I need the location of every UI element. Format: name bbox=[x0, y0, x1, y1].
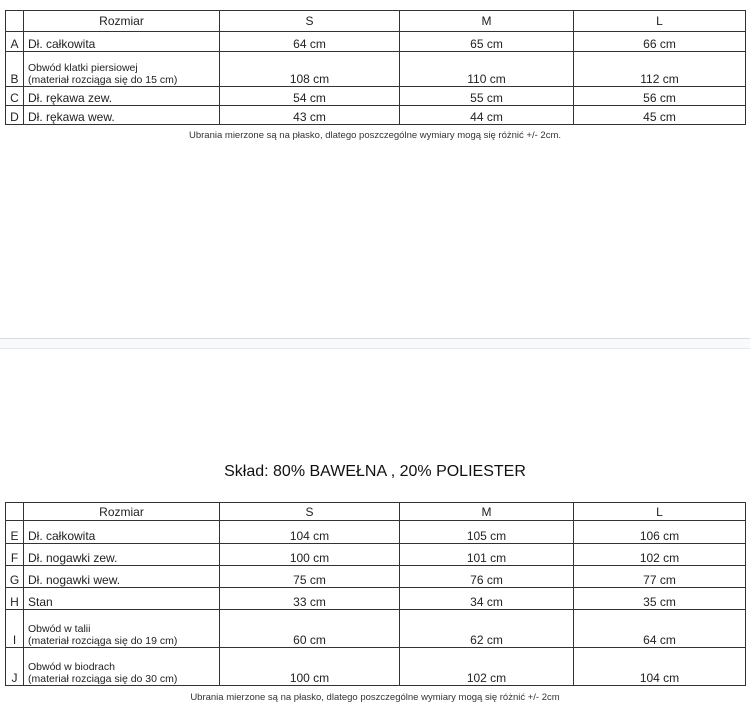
row-label: Dł. rękawa wew. bbox=[24, 106, 220, 125]
value-m: 110 cm bbox=[400, 52, 574, 87]
value-s: 108 cm bbox=[220, 52, 400, 87]
value-s: 100 cm bbox=[220, 544, 400, 566]
row-code: I bbox=[6, 610, 24, 648]
row-code: H bbox=[6, 588, 24, 610]
header-size-label: Rozmiar bbox=[24, 11, 220, 32]
value-l: 104 cm bbox=[574, 648, 746, 686]
top-size-table bbox=[5, 10, 746, 125]
value-m: 55 cm bbox=[400, 87, 574, 106]
row-label: Dł. całkowita bbox=[24, 32, 220, 52]
value-s: 54 cm bbox=[220, 87, 400, 106]
value-l: 64 cm bbox=[574, 610, 746, 648]
row-label bbox=[24, 610, 220, 648]
header-size-m: M bbox=[400, 11, 574, 32]
table-row bbox=[6, 521, 746, 544]
row-label: Dł. rękawa zew. bbox=[24, 87, 220, 106]
row-code: J bbox=[6, 648, 24, 686]
value-s: 100 cm bbox=[220, 648, 400, 686]
table-row bbox=[6, 106, 746, 125]
header-size-s: S bbox=[220, 11, 400, 32]
row-code: G bbox=[6, 566, 24, 588]
header-size-s: S bbox=[220, 503, 400, 521]
header-size-label: Rozmiar bbox=[24, 503, 220, 521]
row-label: Stan bbox=[24, 588, 220, 610]
composition-heading: Skład: 80% BAWEŁNA , 20% POLIESTER bbox=[224, 463, 526, 480]
value-s: 33 cm bbox=[220, 588, 400, 610]
value-m: 34 cm bbox=[400, 588, 574, 610]
value-m: 65 cm bbox=[400, 32, 574, 52]
table-row bbox=[6, 588, 746, 610]
value-m: 62 cm bbox=[400, 610, 574, 648]
row-code: B bbox=[6, 52, 24, 87]
value-l: 77 cm bbox=[574, 566, 746, 588]
value-l: 56 cm bbox=[574, 87, 746, 106]
row-code: D bbox=[6, 106, 24, 125]
value-s: 60 cm bbox=[220, 610, 400, 648]
table-row bbox=[6, 648, 746, 686]
measurement-note: Ubrania mierzone są na płasko, dlatego poszczególne wymiary mogą się różnić +/- 2cm bbox=[190, 692, 560, 703]
row-label-line2: (materiał rozciąga się do 15 cm) bbox=[28, 74, 178, 86]
value-l: 66 cm bbox=[574, 32, 746, 52]
table-header-row bbox=[6, 503, 746, 521]
value-s: 43 cm bbox=[220, 106, 400, 125]
table-row bbox=[6, 610, 746, 648]
header-size-l: L bbox=[574, 11, 746, 32]
value-l: 106 cm bbox=[574, 521, 746, 544]
value-m: 44 cm bbox=[400, 106, 574, 125]
row-label-line1: Obwód klatki piersiowej bbox=[28, 62, 138, 74]
row-code: F bbox=[6, 544, 24, 566]
row-label bbox=[24, 648, 220, 686]
value-m: 102 cm bbox=[400, 648, 574, 686]
row-label: Dł. całkowita bbox=[24, 521, 220, 544]
table-row bbox=[6, 87, 746, 106]
row-code: E bbox=[6, 521, 24, 544]
row-label-line1: Obwód w talii bbox=[28, 623, 91, 635]
value-m: 101 cm bbox=[400, 544, 574, 566]
table-header-row bbox=[6, 11, 746, 32]
row-code: C bbox=[6, 87, 24, 106]
row-code: A bbox=[6, 32, 24, 52]
value-s: 104 cm bbox=[220, 521, 400, 544]
bottom-size-table bbox=[5, 502, 746, 686]
row-label-line2: (materiał rozciąga się do 30 cm) bbox=[28, 673, 178, 685]
header-code-cell bbox=[6, 11, 24, 32]
table-row bbox=[6, 52, 746, 87]
value-s: 64 cm bbox=[220, 32, 400, 52]
row-label-line2: (materiał rozciąga się do 19 cm) bbox=[28, 635, 178, 647]
header-size-m: M bbox=[400, 503, 574, 521]
value-l: 45 cm bbox=[574, 106, 746, 125]
header-code-cell bbox=[6, 503, 24, 521]
row-label: Dł. nogawki wew. bbox=[24, 566, 220, 588]
header-size-l: L bbox=[574, 503, 746, 521]
table-row bbox=[6, 566, 746, 588]
value-l: 102 cm bbox=[574, 544, 746, 566]
value-l: 35 cm bbox=[574, 588, 746, 610]
value-s: 75 cm bbox=[220, 566, 400, 588]
row-label bbox=[24, 52, 220, 87]
value-l: 112 cm bbox=[574, 52, 746, 87]
section-divider bbox=[0, 338, 750, 349]
row-label-line1: Obwód w biodrach bbox=[28, 661, 115, 673]
measurement-note: Ubrania mierzone są na płasko, dlatego poszczególne wymiary mogą się różnić +/- 2cm. bbox=[189, 130, 561, 141]
table-row bbox=[6, 32, 746, 52]
value-m: 105 cm bbox=[400, 521, 574, 544]
table-row bbox=[6, 544, 746, 566]
row-label: Dł. nogawki zew. bbox=[24, 544, 220, 566]
value-m: 76 cm bbox=[400, 566, 574, 588]
